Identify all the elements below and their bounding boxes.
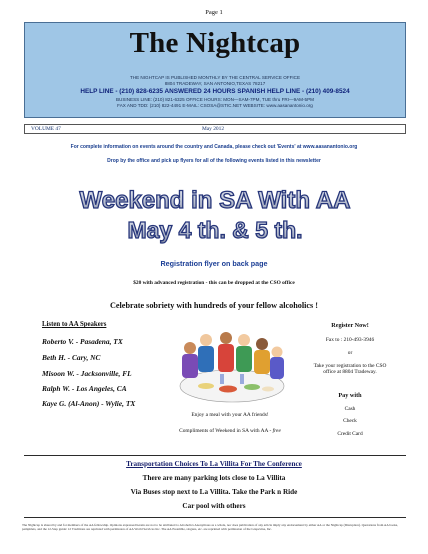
address-line: 8804 TRADEWAY, SAN ANTONIO,TEXAS 78217 — [164, 81, 266, 86]
transport-line: Via Buses stop next to La Villita. Take the Park n Ride — [130, 488, 298, 496]
transport-title — [0, 460, 428, 468]
mail-line: Take your registration to the CSO office at 8804 Tradeway. — [313, 363, 387, 375]
pay-option: Credit Card — [337, 431, 363, 437]
speaker-item: Misoon W. - Jacksonville, FL — [42, 369, 132, 378]
transport-line: Car pool with others — [182, 502, 246, 510]
pay-option: Check — [343, 418, 357, 424]
volume-label: VOLUME 47 — [31, 126, 61, 132]
dinner-illustration — [176, 326, 288, 408]
register-title: Register Now! — [331, 322, 369, 329]
transport-title-text: Transportation Choices To La Villita For The Conference — [126, 460, 302, 468]
subheadline-text: May 4 th. & 5 th. — [127, 217, 303, 243]
fax-line: Fax to : 210-493-3946 — [325, 337, 375, 343]
contact-line: FAX AND TDD: (210) 822-4491 E-MAIL: CSOSA@STIC.NET WEBSITE: www.aasanantonio.org — [117, 103, 313, 108]
or-line: or — [347, 350, 353, 356]
compliments-text: Compliments of Weekend in SA with AA - — [179, 428, 272, 434]
compliments-free: free — [272, 428, 281, 434]
fee-note: $20 with advanced registration - this can be dropped at the CSO office — [133, 280, 295, 286]
events-info: For complete information on events around the country and Canada, please check out 'Events' at www.aasanantonio.org — [70, 144, 358, 150]
flyers-info: Drop by the office and pick up flyers for all of the following events listed in this newsletter — [107, 158, 321, 164]
pay-option: Cash — [344, 406, 356, 412]
registration-note: Registration flyer on back page — [160, 259, 268, 268]
section-divider — [24, 455, 406, 456]
compliments-line — [150, 428, 310, 434]
volume-bar — [24, 124, 406, 134]
pay-title: Pay with — [338, 392, 362, 399]
speaker-item: Ralph W. - Los Angeles, CA — [42, 384, 127, 393]
business-line: BUSINESS LINE: (210) 821-6325 OFFICE HOURS: MON—SAM-7PM, TUE thru FRI—9AM-5PM — [115, 97, 314, 102]
event-headline — [20, 185, 410, 247]
section-divider — [24, 517, 406, 518]
newsletter-title: The Nightcap — [129, 27, 301, 59]
headline-text: Weekend in SA With AA — [79, 187, 351, 214]
page-number: Page 1 — [205, 9, 223, 16]
transport-line: There are many parking lots close to La Villita — [142, 474, 286, 482]
issue-date: May 2012 — [202, 126, 225, 132]
speakers-title: Listen to AA Speakers — [42, 321, 107, 328]
meal-caption: Enjoy a meal with your AA friends! — [191, 412, 269, 418]
speaker-item: Kaye G. (Al-Anon) - Wylie, TX — [42, 399, 136, 408]
helpline: HELP LINE - (210) 828-6235 ANSWERED 24 HOURS SPANISH HELP LINE - (210) 409-8524 — [80, 88, 350, 95]
masthead — [24, 22, 406, 118]
publisher-line: THE NIGHTCAP IS PUBLISHED MONTHLY BY THE CENTRAL SERVICE OFFICE — [129, 75, 301, 80]
speaker-item: Roberto V. - Pasadena, TX — [42, 337, 123, 346]
speaker-item: Beth H. - Cary, NC — [42, 353, 101, 362]
celebrate-line: Celebrate sobriety with hundreds of your fellow alcoholics ! — [109, 301, 318, 310]
footer-disclaimer: The Nightcap is shared by and for members of the AA fellowship. Opinions expressed herein are not to be attributed to Alcoholics Anonymous as a whole, nor does publication of any article imply any endorsement by either AA or the Nightcap (Disruption). Quotations from AA books, pamphlets, and the 12-Step guide/ 12 Traditions are reprinted with permission of AA World Services Inc. The AA Preamble, slogans, etc. are reprinted with permission of the Grapevine, Inc. — [22, 523, 399, 532]
